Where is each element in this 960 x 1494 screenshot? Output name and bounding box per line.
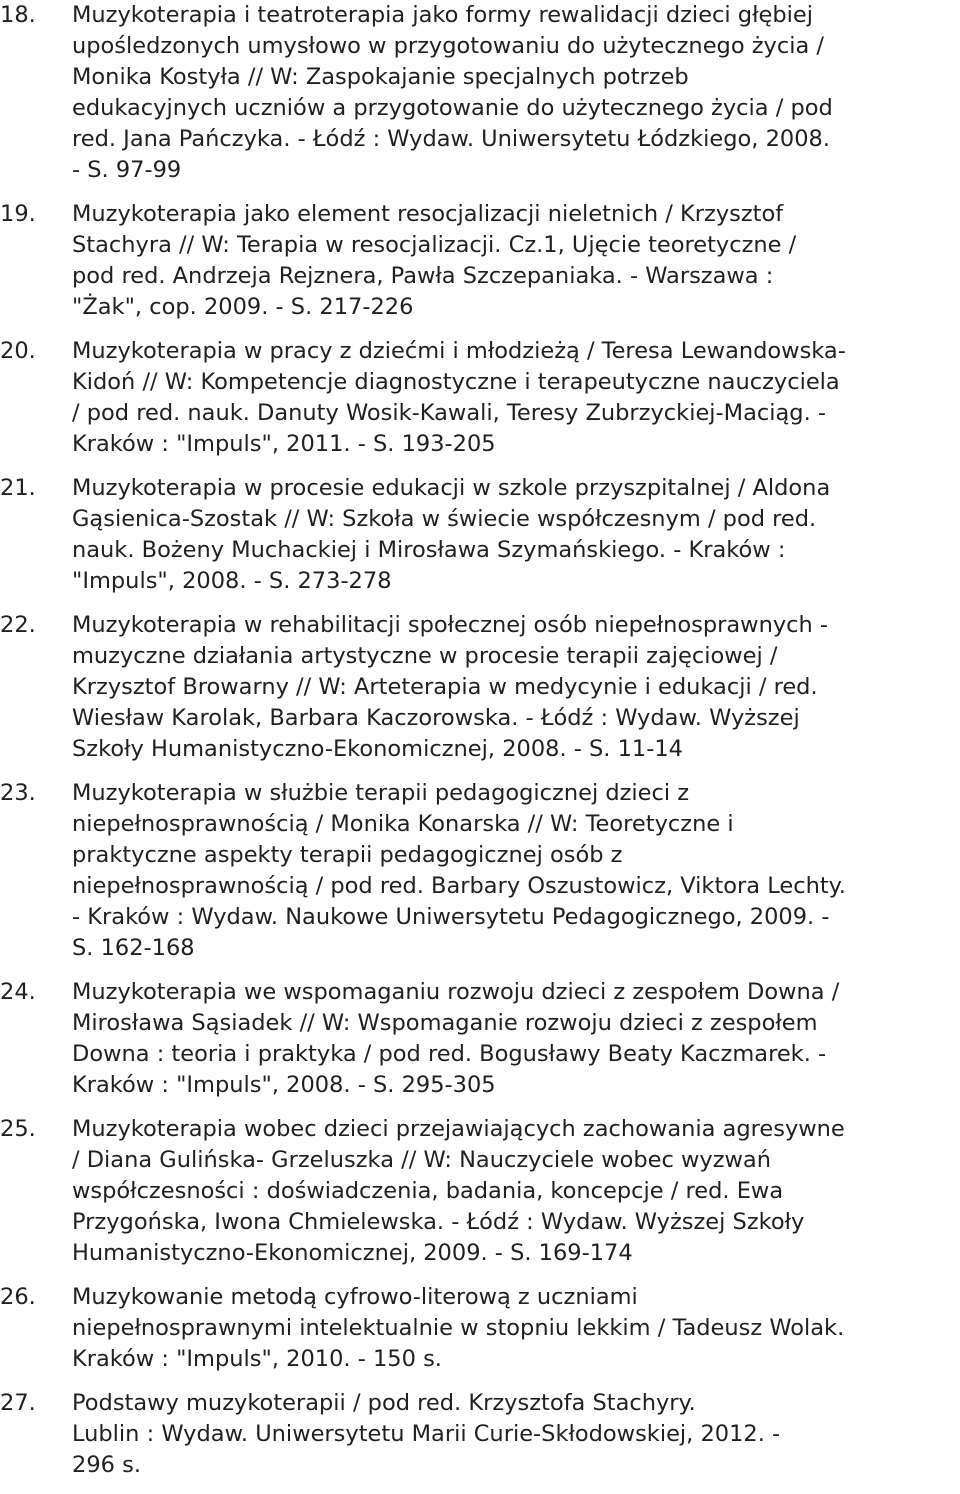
- entry-line: Szkoły Humanistyczno-Ekonomicznej, 2008. - S. 11-14: [72, 736, 683, 762]
- bibliography-entry-24: [0, 977, 960, 1101]
- bibliography-entry-19: [0, 199, 960, 323]
- entry-text: [72, 336, 960, 460]
- entry-line: Kraków : "Impuls", 2010. - 150 s.: [72, 1346, 442, 1372]
- entry-number: 27.: [0, 1390, 36, 1416]
- entry-number: 20.: [0, 338, 36, 364]
- entry-line: Muzykoterapia wobec dzieci przejawiających zachowania agresywne: [72, 1116, 845, 1142]
- entry-line: pod red. Andrzeja Rejznera, Pawła Szczepaniaka. - Warszawa :: [72, 263, 774, 289]
- entry-line: edukacyjnych uczniów a przygotowanie do użytecznego życia / pod: [72, 95, 833, 121]
- entry-line: Muzykoterapia w procesie edukacji w szkole przyszpitalnej / Aldona: [72, 475, 831, 501]
- entry-number: 21.: [0, 475, 36, 501]
- entry-text: [72, 778, 960, 964]
- entry-line: Wiesław Karolak, Barbara Kaczorowska. - Łódź : Wydaw. Wyższej: [72, 705, 800, 731]
- entry-number: 25.: [0, 1116, 36, 1142]
- entry-number: 18.: [0, 2, 36, 28]
- entry-line: Muzykoterapia jako element resocjalizacji nieletnich / Krzysztof: [72, 201, 784, 227]
- entry-line: Muzykoterapia w pracy z dziećmi i młodzieżą / Teresa Lewandowska-: [72, 338, 846, 364]
- bibliography-entry-21: [0, 473, 960, 597]
- entry-line: Monika Kostyła // W: Zaspokajanie specjalnych potrzeb: [72, 64, 689, 90]
- entry-text: [72, 0, 960, 186]
- bibliography-entry-22: [0, 610, 960, 765]
- entry-line: praktyczne aspekty terapii pedagogicznej osób z: [72, 842, 623, 868]
- entry-line: red. Jana Pańczyka. - Łódź : Wydaw. Uniwersytetu Łódzkiego, 2008.: [72, 126, 830, 152]
- entry-number: 26.: [0, 1284, 36, 1310]
- entry-text: [72, 199, 960, 323]
- entry-number: 23.: [0, 780, 36, 806]
- entry-line: Mirosława Sąsiadek // W: Wspomaganie rozwoju dzieci z zespołem: [72, 1010, 818, 1036]
- entry-text: [72, 1114, 960, 1269]
- entry-line: / Diana Gulińska- Grzeluszka // W: Nauczyciele wobec wyzwań: [72, 1147, 771, 1173]
- entry-line: Muzykoterapia i teatroterapia jako formy rewalidacji dzieci głębiej: [72, 2, 813, 28]
- entry-text: [72, 1282, 960, 1375]
- entry-line: niepełnosprawnością / Monika Konarska // W: Teoretyczne i: [72, 811, 734, 837]
- entry-number: 24.: [0, 979, 36, 1005]
- entry-line: Muzykowanie metodą cyfrowo-literową z uczniami: [72, 1284, 638, 1310]
- entry-line: nauk. Bożeny Muchackiej i Mirosława Szymańskiego. - Kraków :: [72, 537, 786, 563]
- entry-line: Muzykoterapia w służbie terapii pedagogicznej dzieci z: [72, 780, 690, 806]
- bibliography-entry-25: [0, 1114, 960, 1269]
- bibliography-entry-27: [0, 1388, 960, 1481]
- entry-line: Lublin : Wydaw. Uniwersytetu Marii Curie-Skłodowskiej, 2012. -: [72, 1421, 781, 1447]
- entry-line: Muzykoterapia we wspomaganiu rozwoju dzieci z zespołem Downa /: [72, 979, 840, 1005]
- bibliography-entry-23: [0, 778, 960, 964]
- entry-line: Gąsienica-Szostak // W: Szkoła w świecie współczesnym / pod red.: [72, 506, 817, 532]
- bibliography-entry-18: [0, 0, 960, 186]
- entry-line: Kidoń // W: Kompetencje diagnostyczne i terapeutyczne nauczyciela: [72, 369, 840, 395]
- entry-line: / pod red. nauk. Danuty Wosik-Kawali, Teresy Zubrzyckiej-Maciąg. -: [72, 400, 826, 426]
- bibliography-entry-20: [0, 336, 960, 460]
- entry-line: współczesności : doświadczenia, badania, koncepcje / red. Ewa: [72, 1178, 784, 1204]
- entry-text: [72, 473, 960, 597]
- entry-text: [72, 610, 960, 765]
- entry-text: [72, 977, 960, 1101]
- entry-line: Kraków : "Impuls", 2008. - S. 295-305: [72, 1072, 496, 1098]
- entry-line: - Kraków : Wydaw. Naukowe Uniwersytetu Pedagogicznego, 2009. -: [72, 904, 830, 930]
- entry-line: "Impuls", 2008. - S. 273-278: [72, 568, 392, 594]
- entry-line: Krzysztof Browarny // W: Arteterapia w medycynie i edukacji / red.: [72, 674, 818, 700]
- bibliography-entry-26: [0, 1282, 960, 1375]
- entry-line: niepełnosprawnymi intelektualnie w stopniu lekkim / Tadeusz Wolak.: [72, 1315, 845, 1341]
- entry-line: 296 s.: [72, 1452, 141, 1478]
- entry-line: S. 162-168: [72, 935, 195, 961]
- entry-line: niepełnosprawnością / pod red. Barbary Oszustowicz, Viktora Lechty.: [72, 873, 846, 899]
- entry-line: upośledzonych umysłowo w przygotowaniu do użytecznego życia /: [72, 33, 825, 59]
- entry-line: Przygońska, Iwona Chmielewska. - Łódź : Wydaw. Wyższej Szkoły: [72, 1209, 805, 1235]
- entry-line: Humanistyczno-Ekonomicznej, 2009. - S. 169-174: [72, 1240, 633, 1266]
- entry-text: [72, 1388, 960, 1481]
- entry-line: Podstawy muzykoterapii / pod red. Krzysztofa Stachyry.: [72, 1390, 696, 1416]
- entry-line: Downa : teoria i praktyka / pod red. Bogusławy Beaty Kaczmarek. -: [72, 1041, 827, 1067]
- entry-line: Muzykoterapia w rehabilitacji społecznej osób niepełnosprawnych -: [72, 612, 829, 638]
- entry-line: "Żak", cop. 2009. - S. 217-226: [72, 294, 414, 320]
- entry-number: 22.: [0, 612, 36, 638]
- entry-number: 19.: [0, 201, 36, 227]
- entry-line: Stachyra // W: Terapia w resocjalizacji. Cz.1, Ujęcie teoretyczne /: [72, 232, 797, 258]
- entry-line: muzyczne działania artystyczne w procesie terapii zajęciowej /: [72, 643, 778, 669]
- entry-line: Kraków : "Impuls", 2011. - S. 193-205: [72, 431, 496, 457]
- entry-line: - S. 97-99: [72, 157, 182, 183]
